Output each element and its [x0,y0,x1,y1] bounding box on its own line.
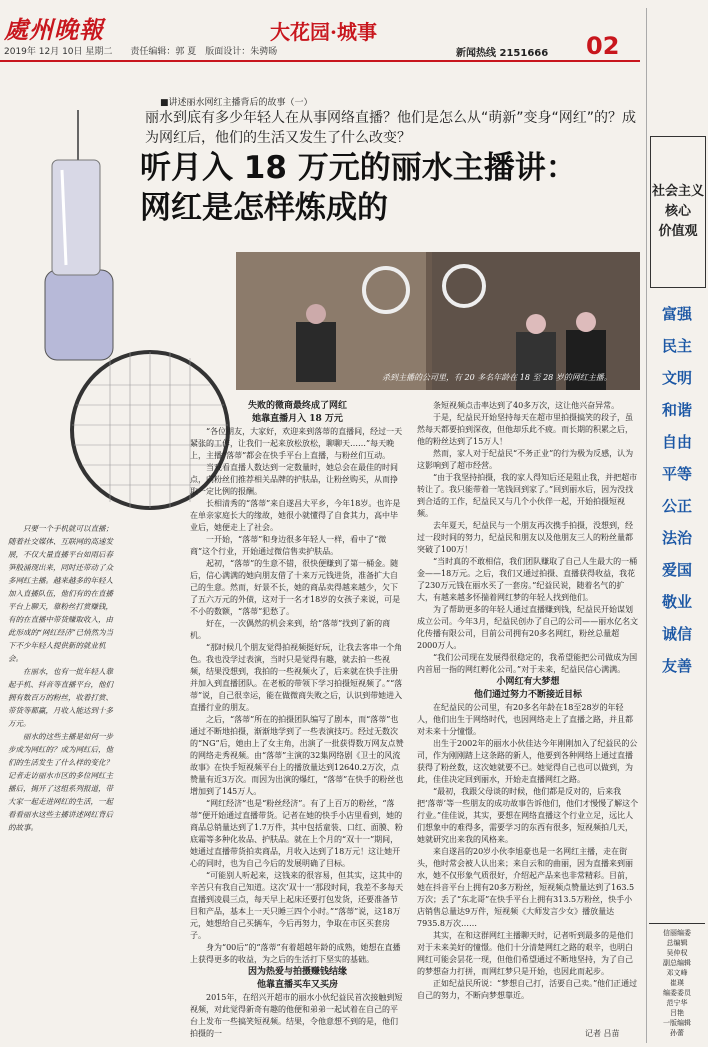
box-line: 核心 [664,204,691,219]
value-item: 友善 [661,657,692,675]
sidenote-paragraph: 丽水的这些主播是如何一步步成为网红的？成为网红后，他们的生活发生了什么样的变化？记者走访丽水市区的多位网红主播后，揭开了这组系列报道，带大家一起走进网红的生活，一起看看丽水这些主播讲述网红背后的故事。 [8,732,113,832]
credit-line: 范宁华 [666,999,688,1007]
column-heading: 他靠直播买车又买房 [256,980,338,990]
credit-line: 一版编辑 [663,1019,691,1027]
values-list [653,298,701,682]
credit-line: 吴仲权 [666,949,688,957]
paragraph: 正如纪益民所说：“梦想自己打，活要自己卖。”他们正通过自己的努力，不断向梦想靠近。 [417,979,638,1000]
photo-scene [236,252,640,390]
editorial-credits [649,923,705,1038]
section-title: 大花园·城事 [270,20,377,44]
paragraph: 出生于2002年的丽水小伙佳达今年刚刚加入了纪益民的公司，作为刚刚踏上这条路的新人，他要到各种网络上通过直播获得了粉丝数，这次她就要不已。她觉得自己也可以做到，为此，佳佳决定回到丽水，开始走直播网红之路。 [417,739,638,784]
value-item: 公正 [661,497,692,515]
page-number: 02 [586,32,620,60]
credit-line: 总编辑 [666,939,688,947]
credit-line: 吕艳 [670,1009,684,1017]
newspaper-logo: 處州晚報 [4,15,104,44]
values-sidebar [646,8,705,1043]
editor-sidenote [8,522,120,834]
column-heading: 小网红有大梦想 [496,677,560,687]
paragraph: 去年夏天，纪益民与一个朋友再次携手拍摄，没想到，经过一段时间的努力，纪益民和朋友以及他朋友三人的粉丝量都突破了100万！ [417,521,633,554]
paragraph: “由于我坚持拍摄，我的家人得知后还是阻止我，并把超市转让了。我只能带着一笔钱回到家了。”回到丽水后，因为没找到合适的工作，纪益民又与几个小伙伴一起，开始拍摄短视频。 [417,473,638,518]
box-line: 社会主义 [651,184,704,199]
photo-caption: 杀到主播的公司里，有 20 多名年龄在 18 至 28 岁的网红主播。 [382,373,612,382]
paragraph: 为了帮助更多的年轻人通过直播赚到钱，纪益民开始谋划成立公司。今年3月，纪益民创办了自己的公司——丽水亿名文化传播有限公司，目前公司拥有20多名网红，粉丝总量超2000万人。 [417,605,639,650]
article-column-2 [417,400,639,1040]
value-item: 法治 [661,529,692,547]
value-item: 爱国 [661,561,692,579]
paragraph: 2015年，在绍兴开超市的丽水小伙纪益民首次接触到短视频，对此觉得新奇有趣的他便和弟弟一起试着在自己的平台上发布一些搞笑短视频。结果，令他意想不到的是，他们拍摄的一 [190,993,403,1038]
masthead [0,0,640,60]
article-photo [236,252,640,390]
paragraph: 来自遂昌的20岁小伙李旭豪也是一名网红主播，走在街头，他时常会被人认出来；来自云和的曲丽，因为直播来到丽水，她不仅形象气质很好，介绍起产品来也非常精彩。目前，她在抖音平台上拥有20多万粉丝，短视频点赞量达到了163.5万次；丢了“东北哥”在快手平台上拥有313.5万粉丝，快手小店销售总量达9万件，短视频《大师发言少女》播放量达7935.8万次…… [417,847,635,928]
paragraph: 起初，“落蒂”的生意不错，很快便赚到了第一桶金。随后，信心满满的她向朋友借了十来万元钱进货，准备扩大自己的生意。然而，好景不长，她的商品卖得越来越少，欠下了五六万元的外债，这对于一名才18岁的女孩子来说，可是不小的数额，“落蒂”犯愁了。 [190,559,401,616]
column-heading: 他们通过努力不断接近目标 [473,690,582,700]
headline-line: 网红是怎样炼成的 [140,190,388,226]
paragraph: “当时真的不敢相信，我们团队赚取了自己人生最大的一桶金——18万元。之后，我们又通过拍摄、直播获得收益，我花了230万元钱在丽水买了一套房。”纪益民说，随着名气的扩大，有越来越多怀揣着网红梦的年轻人找到他们。 [417,557,638,602]
credit-line: 信丽编委 [663,929,691,937]
credit-line: 副总编辑 [663,959,691,967]
paragraph: 之后，“落蒂”所在的拍摄团队编写了剧本，而“落蒂”也通过不断地拍摄，渐渐地学到了一些表演技巧。经过无数次的“NG”后，她由上了女主角，出演了一批获得数万网友点赞的网络走秀视频。由“落蒂”主演的32集网络剧《卫士的风流故事》在快手短视频平台上的播放量达到12640.2万次，点赞量有近3万次。而因为出演的爆红，“落蒂”在快手的粉丝也增加到了145万人。 [190,715,404,796]
masthead-rule [0,60,640,62]
paragraph: 其实，在和这群网红主播聊天时，记者听到最多的是他们对于未来美好的憧憬。他们十分清楚网红之路的艰辛，也明白网红可能会昙花一现，但他们希望通过不断地坚持，为了自己的梦想奋力打拼，而网红梦只是开始，也因此而起步。 [417,931,633,976]
paragraph: 好在，一次偶然的机会来到，给“落蒂”找到了新的商机。 [190,619,391,640]
column-heading: 因为热爱与拍摄赚钱结缘 [247,967,347,977]
date-line: 2019年 12月 10日 星期二 责任编辑：郭 夏 版面设计：朱骋旸 [4,47,278,57]
sidenote-paragraph: 在丽水，也有一批年轻人靠起手机、抖音等直播平台，他们拥有数百万的粉丝，收着打赏、带货等都赢，月收入能达到十多万元。 [8,667,113,728]
credit-line: 邓文峰 [666,969,688,977]
series-leadin: ■讲述丽水网红主播背后的故事（一） [160,98,313,108]
paragraph: 于是，纪益民开始坚持每天在超市里拍摄搞笑的段子，虽然每天都要拍到深夜，但他却乐此不疲。而长期的积累之后，他的粉丝达到了15万人！ [417,413,633,446]
credit-line: 孙蕾 [670,1029,684,1037]
byline: 记者 吕苗 [585,1029,620,1038]
column-heading: 她靠直播月入 18 万元 [252,414,343,424]
paragraph: 条短视频点击率达到了40多万次，这让他兴奋异常。 [433,401,620,410]
headline-line: 听月入 18 万元的丽水主播讲： [140,150,577,186]
paragraph: 在纪益民的公司里，有20多名年龄在18至28岁的年轻人，他们出生于网络时代，也因网络走上了直播之路，并且都对未来十分憧憬。 [417,703,633,736]
column-heading: 失败的微商最终成了网红 [247,401,347,411]
paragraph: “我们公司现在发展得很稳定的，我希望能把公司做成为国内首屈一指的网红孵化公司。”对于未来，纪益民信心满满。 [417,653,638,674]
paragraph: 长相清秀的“落蒂”来自遂昌大平乡，今年18岁。也许是在单亲家庭长大的缘故，她很小就懂得了自食其力，高中毕业后，她便走上了社会。 [190,499,401,532]
paragraph: 一开始，“落蒂”和身边很多年轻人一样，看中了“微商”这个行业，开始通过微信售卖护肤品。 [190,535,387,556]
paragraph: “最初，我跟父母谈的时候，他们都是反对的，后来我把‘落蒂’等一些朋友的成功故事告诉他们，他们才慢慢了解这个行业。”佳佳说，其实，要想在网络直播这个行业立足，远比人们想象中的难得多，需要学习的东西有很多，短视频拍几天，她就研究出来我的风格来。 [417,787,639,844]
paragraph: “可能别人听起来，这钱来的很容易，但其实，这其中的辛苦只有我自己知道。这次‘双十一’那段时间，我差不多每天直播到凌晨三点，每天早上起床还要打包发货，还要准备节目和产品，基本上一天只睡三四个小时。”“落蒂”说，这18万元，她想给自己买辆车，今后再努力，争取在市区买套房子。 [190,871,404,940]
article-column-1 [190,400,405,1040]
value-item: 平等 [661,465,692,483]
value-item: 富强 [661,305,692,323]
value-item: 诚信 [661,625,692,643]
paragraph: 当观看直播人数达到一定数量时，她总会在最佳的时间点，向粉丝们推荐相关品牌的护肤品，让粉丝购买，从而挣取一定比例的报酬。 [190,463,398,496]
box-line: 价值观 [658,224,698,239]
paragraph: 身为“00后”的“落蒂”有着超越年龄的成熟，她想在直播上获得更多的收益，为之后的生活打下坚实的基础。 [190,943,401,964]
value-item: 文明 [661,369,692,387]
paragraph: “网红经济”也是“粉丝经济”。有了上百万的粉丝，“落蒂”便开始通过直播带货。记者在她的快手小店里看到，她的商品总销量达到了1.7万件，其中包括童装、口红、面膜、粉底霜等多种化妆品、护肤品。就在上个月的“双十一”期间，她通过直播带货拍卖商品，月收入达到了18万元！这让她开心的同时，也为自己今后的发展明确了目标。 [190,799,403,868]
paragraph: “各位朋友，大家好，欢迎来到落蒂的直播间，经过一天紧张的工作，让我们一起来放松放松，聊聊天……”每天晚上，主播“落蒂”都会在快手平台上直播，与粉丝们互动。 [190,427,403,460]
paragraph: “那时候几个朋友觉得拍视频挺好玩，让我去客串一个角色。我也没学过表演，当时只是觉得有趣，就去拍一些视频，结果没想到，我拍的一些视频火了，后来就在快手注册并加入到直播团队。在老板的带领下学习拍摄短视频了。”“落蒂”说，自己很幸运，能在做微商失败之后，认识到带她进入直播行业的朋友。 [190,643,403,712]
value-item: 自由 [661,433,692,451]
paragraph: 然而，家人对于纪益民“不务正业”的行为极为反感，认为这影响到了超市经营。 [417,449,634,470]
value-item: 和谐 [661,401,692,419]
sidenote-paragraph: 只要一个手机就可以直播；随着社交媒体、互联网的高速发展，不仅大量直播平台如雨后春笋般涌现出来，同时还带动了众多网红主播。越来越多的年轻人加入直播队伍，他们有的在直播平台上聊天，靠粉丝打赏赚钱，有的在直播中带货赚取收入，由此形成的“网红经济”已悄然为当下不少年轻人提供新的就业机会。 [8,524,114,663]
socialist-values-box [650,136,706,288]
value-item: 民主 [661,337,692,355]
value-item: 敬业 [661,593,692,611]
news-hotline: 新闻热线 2151666 [456,48,549,59]
credit-line: 编委委员 [663,989,691,997]
subheadline: 丽水到底有多少年轻人在从事网络直播？他们是怎么从“萌新”变身“网红”的？成为网红后，他们的生活又发生了什么改变？ [145,110,637,146]
credit-line: 崔瑛 [670,979,684,987]
